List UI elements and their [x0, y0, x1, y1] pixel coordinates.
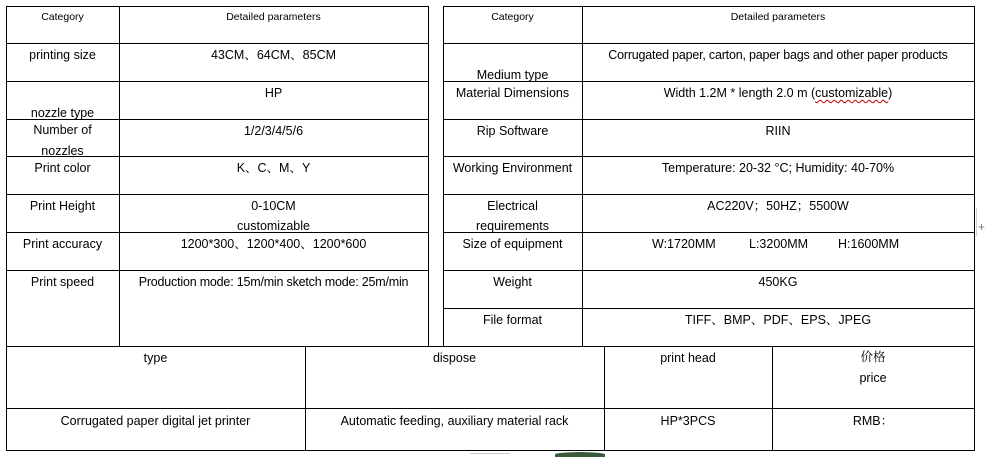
- left-row-category: printing size: [29, 48, 96, 62]
- left-row-params: customizable: [237, 219, 310, 233]
- right-row-category: Material Dimensions: [455, 86, 570, 100]
- left-row-params: 0-10CM: [251, 199, 296, 213]
- material-dimensions-prefix: Width 1.2M * length 2.0 m (: [663, 86, 816, 100]
- bottom-row-print-head: HP*3PCS: [660, 414, 716, 428]
- left-hline: [6, 270, 429, 271]
- bottom-row-dispose: Automatic feeding, auxiliary material rack: [340, 414, 569, 428]
- right-hline: [443, 156, 975, 157]
- image-fragment: [555, 452, 605, 457]
- equipment-width: W:1720MM: [652, 237, 716, 251]
- right-row-params: TIFF、BMP、PDF、EPS、JPEG: [684, 313, 872, 327]
- page-edge-line: [470, 453, 510, 454]
- right-row-category: Rip Software: [476, 124, 549, 138]
- left-row-params: 1200*300、1200*400、1200*600: [180, 237, 367, 251]
- bottom-table-mid: [6, 408, 975, 409]
- left-row-category: Print color: [34, 161, 91, 175]
- left-table-border-right: [428, 6, 429, 346]
- add-column-icon[interactable]: +: [977, 220, 985, 234]
- left-row-params: 1/2/3/4/5/6: [243, 124, 304, 138]
- bottom-vline: [974, 346, 975, 451]
- left-row-category: Print Height: [29, 199, 96, 213]
- right-row-params: Corrugated paper, carton, paper bags and other paper products: [608, 48, 948, 62]
- right-row-category: Weight: [493, 275, 532, 289]
- bottom-header-price-en: price: [859, 371, 887, 385]
- right-row-params: 450KG: [758, 275, 798, 289]
- left-row-category: Print accuracy: [22, 237, 103, 251]
- left-row-params: Production mode: 15m/min sketch mode: 25m/min: [138, 275, 409, 289]
- right-hline: [443, 270, 975, 271]
- right-row-category: Electrical: [487, 199, 538, 213]
- spellcheck-flagged-word: customizable: [815, 86, 889, 100]
- bottom-table-bottom: [6, 450, 975, 451]
- right-row-params: AC220V；50HZ；5500W: [707, 199, 849, 213]
- right-hline: [443, 6, 975, 7]
- right-hline: [443, 194, 975, 195]
- right-hline: [443, 119, 975, 120]
- equipment-height: H:1600MM: [838, 237, 900, 251]
- left-hline: [6, 194, 429, 195]
- right-hline: [443, 43, 975, 44]
- left-row-category: Number of: [33, 123, 92, 137]
- left-hline: [6, 6, 429, 7]
- left-row-category: nozzles: [41, 144, 84, 158]
- bottom-header-dispose: dispose: [432, 351, 477, 365]
- right-table-border-right: [974, 6, 975, 346]
- left-header-category: Category: [41, 11, 84, 23]
- right-header-params: Detailed parameters: [730, 11, 826, 23]
- left-hline: [6, 43, 429, 44]
- right-row-category: Size of equipment: [462, 237, 563, 251]
- right-row-category: Medium type: [476, 68, 549, 82]
- bottom-table-top: [6, 346, 975, 347]
- bottom-row-type: Corrugated paper digital jet printer: [60, 414, 251, 428]
- right-row-category: Working Environment: [452, 161, 573, 175]
- right-row-params: [582, 86, 974, 102]
- right-row-category: requirements: [476, 219, 549, 233]
- left-row-category: nozzle type: [30, 106, 95, 120]
- material-dimensions-suffix: ): [888, 86, 893, 100]
- right-row-category: File format: [482, 313, 543, 327]
- left-row-params: HP: [264, 86, 283, 100]
- right-row-params: Temperature: 20-32 °C; Humidity: 40-70%: [661, 161, 895, 175]
- right-row-params: RIIN: [765, 124, 791, 138]
- bottom-header-price-cn: 价格: [860, 350, 886, 364]
- equipment-length: L:3200MM: [749, 237, 809, 251]
- bottom-row-price: RMB：: [852, 414, 894, 428]
- left-header-params: Detailed parameters: [226, 11, 321, 23]
- right-header-category: Category: [491, 11, 534, 23]
- left-row-category: Print speed: [30, 275, 95, 289]
- bottom-header-type: type: [143, 351, 168, 365]
- bottom-header-print-head: print head: [660, 351, 716, 365]
- left-hline: [6, 81, 429, 82]
- left-row-params: 43CM、64CM、85CM: [210, 48, 337, 62]
- right-hline: [443, 308, 975, 309]
- left-row-params: K、C、M、Y: [236, 161, 311, 175]
